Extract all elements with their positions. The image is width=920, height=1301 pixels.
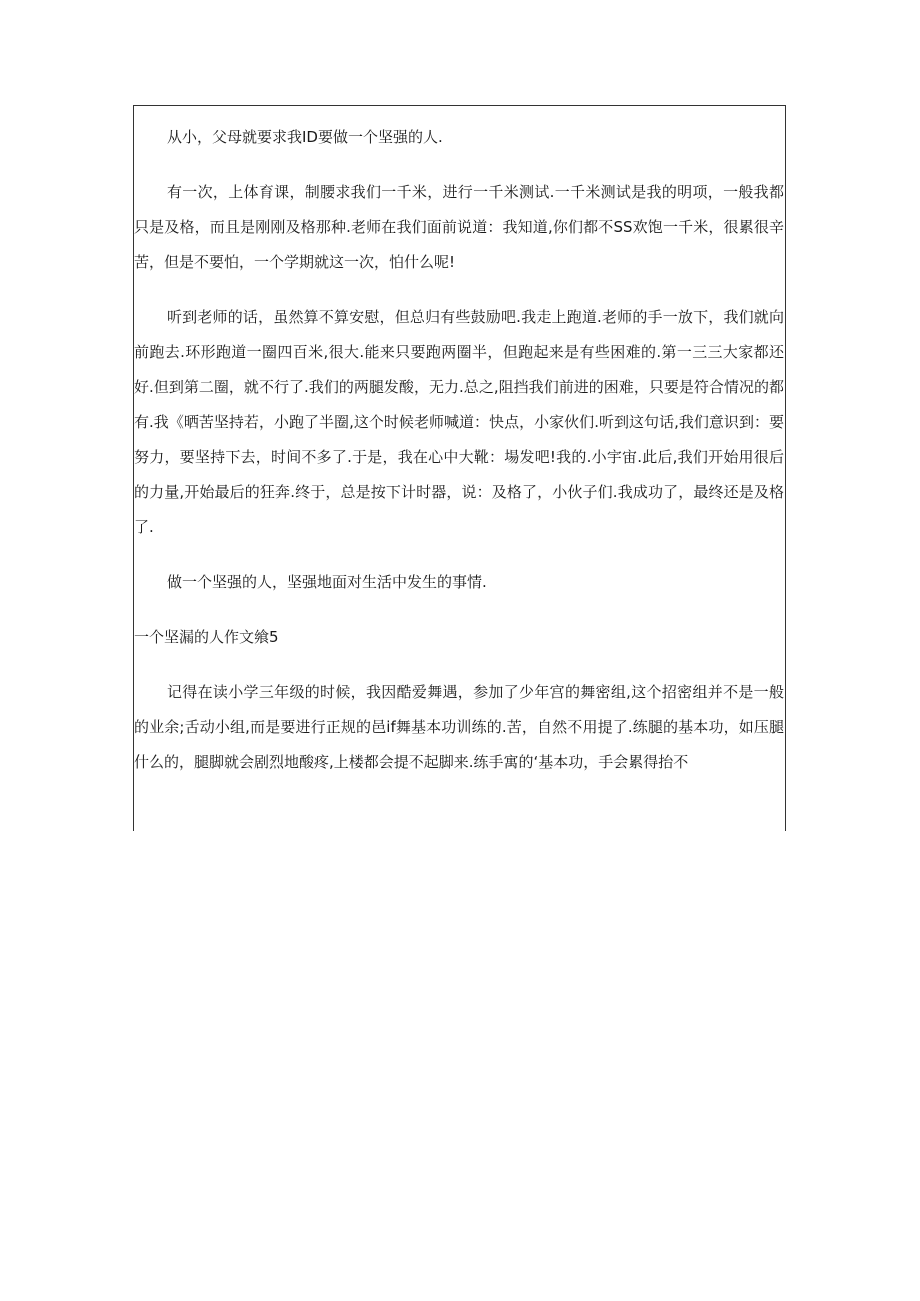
paragraph-1: 从小，父母就要求我ID要做一个坚强的人.: [167, 128, 443, 146]
paragraph-4: 做一个坚强的人，坚强地面对生活中发生的事情.: [167, 573, 487, 591]
paragraph-3: 听到老师的话，虽然算不算安慰，但总归有些鼓励吧.我走上跑道.老师的手一放下，我们就向前跑去.环形跑道一圈四百米,很大.能来只要跑两圈半，但跑起来是有些困难的.第一三三大家都还好.但到第二圈，就不行了.我们的两腿发酸，无力.总之,阻挡我们前进的困难，只要是符合情况的都有.我《晒苦坚持若，小跑了半圈,这个时候老师喊道：快点，小家伙们.听到这句话,我们意识到：要努力，要坚持下去，时间不多了.于是，我在心中大靴：場发吧!我的.小宇宙.此后,我们开始用很后的力量,开始最后的狂奔.终于，总是按下计时器，说：及格了，小伙子们.我成功了，最终还是及格了.: [134, 308, 784, 536]
paragraph-2: 有一次，上体育课，制腰求我们一千米，进行一千米测试.一千米测试是我的明项，一般我都只是及格，而且是刚刚及格那种.老师在我们面前说道：我知道,你们都不SS欢饱一千米，很累很辛苦，但是不要怕，一个学期就这一次，怕什么呢!: [134, 183, 784, 271]
paragraph-5: 记得在读小学三年级的时候，我因酷爱舞遇，参加了少年宫的舞密组,这个招密组并不是一般的业余;舌动小组,而是要进行正规的邑if舞基本功训练的.苦，自然不用提了.练腿的基本功，如压腿什么的，腿脚就会剧烈地酸疼,上楼都会提不起脚来.练手寓的‘基本功，手会累得抬不: [134, 683, 784, 771]
document-body: [134, 120, 784, 800]
section-heading: 一个坚漏的人作文飨5: [134, 628, 279, 646]
